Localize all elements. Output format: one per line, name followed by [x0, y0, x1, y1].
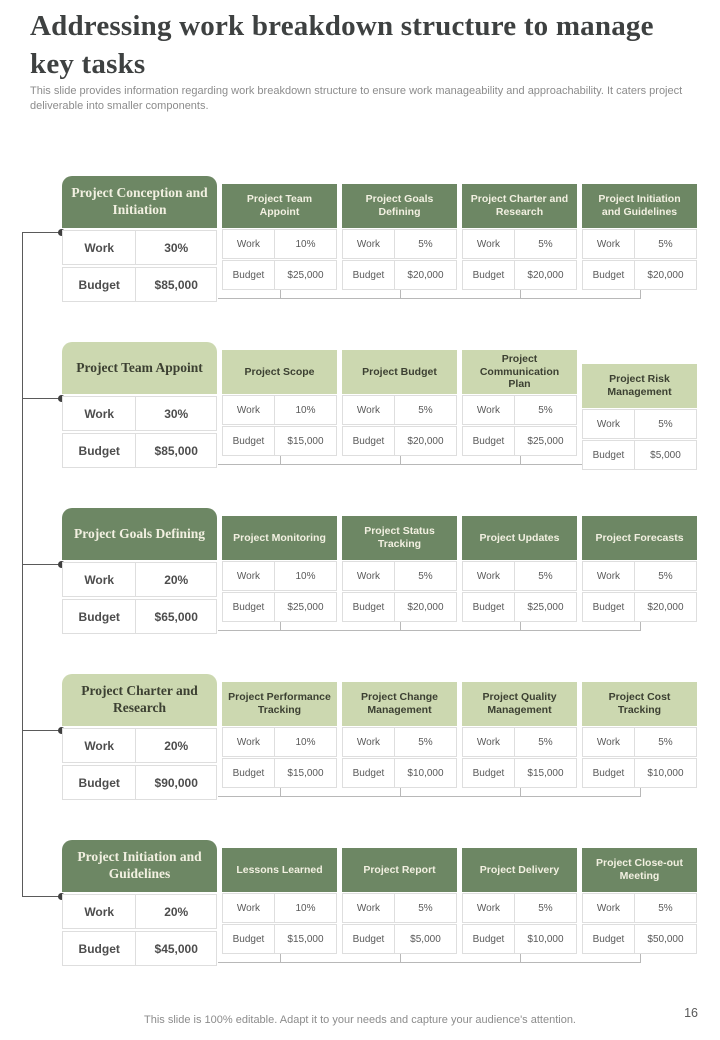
sub-task-title: Project Updates: [462, 516, 577, 560]
budget-row-label: Budget: [583, 759, 635, 787]
budget-row: [342, 426, 457, 456]
sub-task-card[interactable]: [222, 848, 337, 954]
main-task-title: Project Team Appoint: [62, 342, 217, 394]
work-row: [222, 561, 337, 591]
budget-row-label: Budget: [583, 441, 635, 469]
sub-task-card[interactable]: [582, 682, 697, 788]
budget-row-label: Budget: [63, 600, 136, 633]
sub-task-title: Project Change Management: [342, 682, 457, 726]
work-row-label: Work: [223, 230, 275, 258]
work-row-value: 5%: [418, 238, 433, 250]
budget-row: [582, 758, 697, 788]
main-task-title: Project Initiation and Guidelines: [62, 840, 217, 892]
work-row-label: Work: [463, 894, 515, 922]
sub-task-card[interactable]: [222, 184, 337, 290]
sub-task-title: Project Initiation and Guidelines: [582, 184, 697, 228]
budget-row: [582, 440, 697, 470]
sub-task-card[interactable]: [462, 516, 577, 622]
sub-task-title: Project Risk Management: [582, 364, 697, 408]
work-row: [222, 893, 337, 923]
sub-task-card[interactable]: [462, 184, 577, 290]
sub-task-group: [222, 184, 697, 290]
budget-row-value: $10,000: [407, 767, 444, 779]
sub-task-title: Project Close-out Meeting: [582, 848, 697, 892]
work-row-value: 20%: [164, 738, 189, 753]
work-row: [342, 395, 457, 425]
budget-row-label: Budget: [583, 261, 635, 289]
work-row: [62, 230, 217, 265]
sub-task-card[interactable]: [342, 516, 457, 622]
wbs-row: [62, 176, 697, 298]
work-row-label: Work: [463, 396, 515, 424]
sub-task-card[interactable]: [582, 848, 697, 954]
work-row: [462, 229, 577, 259]
budget-row-value: $5,000: [410, 933, 441, 945]
work-row-label: Work: [63, 397, 136, 430]
budget-row-label: Budget: [63, 434, 136, 467]
connector-line: [22, 232, 23, 897]
main-task-card[interactable]: [62, 840, 217, 966]
budget-row: [222, 260, 337, 290]
budget-row-label: Budget: [63, 932, 136, 965]
sub-task-title: Project Team Appoint: [222, 184, 337, 228]
work-row-label: Work: [223, 396, 275, 424]
work-row-value: 5%: [418, 902, 433, 914]
budget-row: [462, 758, 577, 788]
work-row-label: Work: [463, 562, 515, 590]
budget-row: [462, 426, 577, 456]
budget-row-value: $45,000: [154, 941, 198, 956]
main-task-title: Project Charter and Research: [62, 674, 217, 726]
connector-line: [22, 564, 62, 565]
connector-line: [22, 896, 62, 897]
wbs-rows: [62, 176, 697, 1006]
budget-row-label: Budget: [63, 766, 136, 799]
sub-task-group: [222, 350, 697, 470]
work-row: [342, 727, 457, 757]
main-task-table: [62, 894, 217, 966]
wbs-row: [62, 342, 697, 464]
work-row-value: 10%: [295, 404, 316, 416]
budget-row-label: Budget: [583, 925, 635, 953]
budget-row: [62, 765, 217, 800]
sub-task-title: Lessons Learned: [222, 848, 337, 892]
sub-task-title: Project Goals Defining: [342, 184, 457, 228]
budget-row-value: $20,000: [407, 269, 444, 281]
budget-row-value: $85,000: [154, 443, 198, 458]
budget-row-value: $20,000: [527, 269, 564, 281]
main-task-table: [62, 562, 217, 634]
wbs-row: [62, 674, 697, 796]
sub-task-card[interactable]: [582, 516, 697, 622]
budget-row: [222, 758, 337, 788]
budget-row-value: $20,000: [647, 269, 684, 281]
budget-row-value: $25,000: [287, 601, 324, 613]
budget-row-label: Budget: [463, 759, 515, 787]
work-row: [222, 229, 337, 259]
work-row-label: Work: [63, 231, 136, 264]
work-row: [342, 893, 457, 923]
work-row-label: Work: [463, 230, 515, 258]
work-row-label: Work: [343, 230, 395, 258]
budget-row-label: Budget: [223, 427, 275, 455]
work-row-value: 10%: [295, 736, 316, 748]
page-subtitle: This slide provides information regarding work breakdown structure to ensure work manageability and approachability. It caters project deliverable into smaller components.: [30, 85, 683, 112]
sub-task-card[interactable]: [222, 516, 337, 622]
work-row: [342, 561, 457, 591]
work-row: [222, 395, 337, 425]
work-row-label: Work: [583, 562, 635, 590]
budget-row-label: Budget: [463, 261, 515, 289]
connector-line: [22, 398, 62, 399]
budget-row-value: $5,000: [650, 449, 681, 461]
wbs-row: [62, 508, 697, 630]
work-row: [62, 562, 217, 597]
budget-row-value: $65,000: [154, 609, 198, 624]
work-row-value: 20%: [164, 904, 189, 919]
work-row-label: Work: [463, 728, 515, 756]
sub-task-title: Project Monitoring: [222, 516, 337, 560]
main-task-card[interactable]: [62, 176, 217, 302]
budget-row-value: $15,000: [527, 767, 564, 779]
connector-line: [22, 232, 62, 233]
work-row-label: Work: [223, 562, 275, 590]
work-row-label: Work: [343, 396, 395, 424]
work-row-value: 30%: [164, 240, 189, 255]
budget-row-label: Budget: [343, 593, 395, 621]
budget-row-value: $15,000: [287, 435, 324, 447]
budget-row: [462, 924, 577, 954]
budget-row: [342, 260, 457, 290]
sub-task-card[interactable]: [222, 682, 337, 788]
sub-task-title: Project Quality Management: [462, 682, 577, 726]
budget-row-label: Budget: [343, 925, 395, 953]
wbs-row: [62, 840, 697, 962]
work-row: [462, 893, 577, 923]
budget-row: [582, 260, 697, 290]
budget-row: [62, 931, 217, 966]
sub-task-title: Project Status Tracking: [342, 516, 457, 560]
budget-row-value: $20,000: [647, 601, 684, 613]
budget-row-label: Budget: [343, 759, 395, 787]
sub-task-group: [222, 516, 697, 622]
footer-note: This slide is 100% editable. Adapt it to your needs and capture your audience's attention.: [144, 1014, 576, 1026]
budget-row-label: Budget: [583, 593, 635, 621]
sub-task-card[interactable]: [582, 184, 697, 290]
budget-row-label: Budget: [223, 925, 275, 953]
work-row: [62, 396, 217, 431]
work-row: [62, 728, 217, 763]
work-row-value: 5%: [418, 570, 433, 582]
main-task-title: Project Conception and Initiation: [62, 176, 217, 228]
work-row-value: 5%: [538, 736, 553, 748]
sub-task-title: Project Report: [342, 848, 457, 892]
main-task-table: [62, 728, 217, 800]
budget-row-value: $10,000: [647, 767, 684, 779]
budget-row-value: $20,000: [407, 601, 444, 613]
budget-row: [222, 426, 337, 456]
budget-row: [342, 592, 457, 622]
budget-row: [462, 260, 577, 290]
main-task-card[interactable]: [62, 508, 217, 634]
work-row-label: Work: [63, 895, 136, 928]
sub-task-title: Project Charter and Research: [462, 184, 577, 228]
sub-task-card[interactable]: [342, 184, 457, 290]
work-row: [222, 727, 337, 757]
budget-row-value: $90,000: [154, 775, 198, 790]
main-task-card[interactable]: [62, 342, 217, 468]
page-number: 16: [684, 1006, 698, 1020]
budget-row-value: $25,000: [287, 269, 324, 281]
budget-row: [342, 924, 457, 954]
work-row-label: Work: [583, 410, 635, 438]
sub-task-group: [222, 848, 697, 954]
work-row: [462, 727, 577, 757]
work-row-value: 10%: [295, 570, 316, 582]
budget-row-label: Budget: [343, 427, 395, 455]
sub-task-title: Project Communication Plan: [462, 350, 577, 394]
budget-row: [222, 924, 337, 954]
budget-row: [462, 592, 577, 622]
budget-row-value: $20,000: [407, 435, 444, 447]
sub-task-title: Project Cost Tracking: [582, 682, 697, 726]
budget-row-value: $25,000: [527, 601, 564, 613]
budget-row: [62, 599, 217, 634]
work-row-value: 30%: [164, 406, 189, 421]
sub-task-card[interactable]: [462, 350, 577, 470]
work-row-label: Work: [583, 230, 635, 258]
work-row: [462, 395, 577, 425]
work-row-value: 5%: [538, 570, 553, 582]
sub-task-card[interactable]: [222, 350, 337, 470]
work-row: [342, 229, 457, 259]
budget-row: [582, 592, 697, 622]
work-row: [582, 561, 697, 591]
work-row-label: Work: [63, 563, 136, 596]
budget-row-label: Budget: [223, 759, 275, 787]
work-row-value: 5%: [538, 238, 553, 250]
sub-task-card[interactable]: [342, 682, 457, 788]
budget-row-label: Budget: [463, 593, 515, 621]
work-row-value: 10%: [295, 902, 316, 914]
page-title: Addressing work breakdown structure to manage key tasks: [30, 10, 654, 80]
budget-row: [342, 758, 457, 788]
sub-task-card[interactable]: [342, 848, 457, 954]
budget-row-label: Budget: [223, 593, 275, 621]
work-row: [582, 409, 697, 439]
budget-row: [62, 267, 217, 302]
main-task-table: [62, 396, 217, 468]
work-row: [582, 229, 697, 259]
budget-row-value: $15,000: [287, 933, 324, 945]
budget-row: [582, 924, 697, 954]
work-row-label: Work: [583, 728, 635, 756]
sub-task-title: Project Budget: [342, 350, 457, 394]
sub-task-card[interactable]: [342, 350, 457, 470]
sub-task-title: Project Scope: [222, 350, 337, 394]
work-row-value: 5%: [418, 404, 433, 416]
work-row-label: Work: [343, 562, 395, 590]
budget-row-label: Budget: [63, 268, 136, 301]
budget-row-label: Budget: [343, 261, 395, 289]
main-task-card[interactable]: [62, 674, 217, 800]
work-row-label: Work: [63, 729, 136, 762]
budget-row-label: Budget: [223, 261, 275, 289]
work-row-value: 5%: [658, 570, 673, 582]
work-row-value: 5%: [658, 736, 673, 748]
work-row: [582, 893, 697, 923]
sub-task-title: Project Delivery: [462, 848, 577, 892]
work-row: [462, 561, 577, 591]
work-row-value: 5%: [538, 902, 553, 914]
main-task-table: [62, 230, 217, 302]
work-row-value: 20%: [164, 572, 189, 587]
work-row-label: Work: [223, 728, 275, 756]
budget-row-value: $15,000: [287, 767, 324, 779]
budget-row: [222, 592, 337, 622]
work-row-label: Work: [223, 894, 275, 922]
work-row-label: Work: [343, 728, 395, 756]
sub-task-group: [222, 682, 697, 788]
budget-row: [62, 433, 217, 468]
work-row-value: 5%: [538, 404, 553, 416]
work-row-value: 5%: [658, 418, 673, 430]
sub-task-card[interactable]: [462, 682, 577, 788]
connector-line: [22, 730, 62, 731]
budget-row-value: $85,000: [154, 277, 198, 292]
main-task-title: Project Goals Defining: [62, 508, 217, 560]
work-row-value: 10%: [295, 238, 316, 250]
work-row-label: Work: [583, 894, 635, 922]
sub-task-title: Project Performance Tracking: [222, 682, 337, 726]
sub-task-card[interactable]: [582, 364, 697, 470]
work-row: [582, 727, 697, 757]
work-row-value: 5%: [658, 238, 673, 250]
work-row-label: Work: [343, 894, 395, 922]
work-row-value: 5%: [658, 902, 673, 914]
budget-row-label: Budget: [463, 427, 515, 455]
work-row: [62, 894, 217, 929]
budget-row-value: $10,000: [527, 933, 564, 945]
budget-row-label: Budget: [463, 925, 515, 953]
budget-row-value: $25,000: [527, 435, 564, 447]
budget-row-value: $50,000: [647, 933, 684, 945]
sub-task-title: Project Forecasts: [582, 516, 697, 560]
work-row-value: 5%: [418, 736, 433, 748]
sub-task-card[interactable]: [462, 848, 577, 954]
